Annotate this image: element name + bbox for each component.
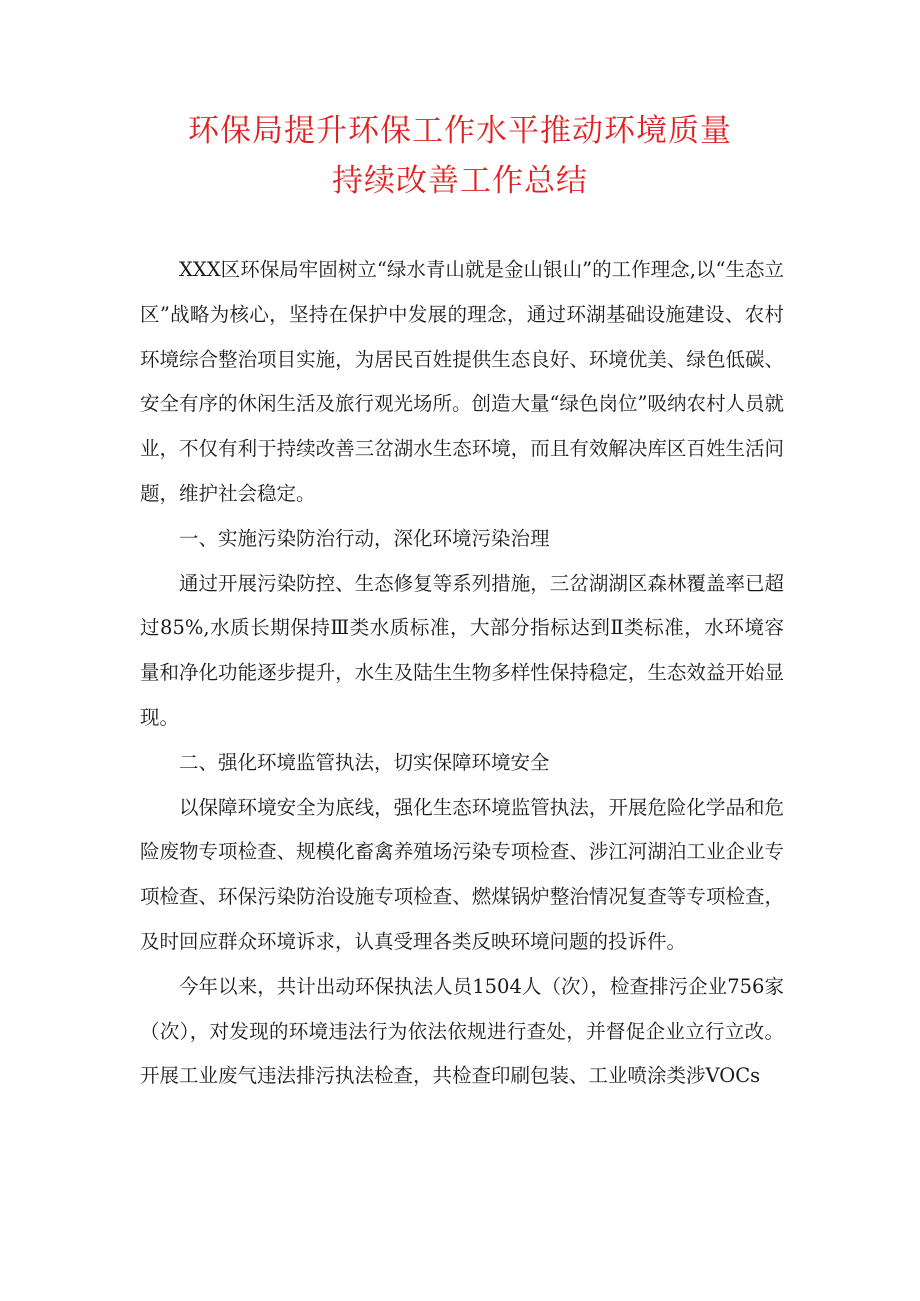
paragraph-enforcement-stats: 今年以来，共计出动环保执法人员1504人（次），检查排污企业756家（次），对发现的环境违法行为依法依规进行查处，并督促企业立行立改。开展工业废气违法排污执法检查，共检查印刷包装、工业喷涂类涉VOCs bbox=[140, 974, 784, 1088]
section-heading-1: 一、实施污染防治行动，深化环境污染治理 bbox=[179, 526, 550, 550]
paragraph-section-2: 以保障环境安全为底线，强化生态环境监管执法，开展危险化学品和危险废物专项检查、规模化畜禽养殖场污染专项检查、涉江河湖泊工业企业专项检查、环保污染防治设施专项检查、燃煤锅炉整治情况复查等专项检查，及时回应群众环境诉求，认真受理各类反映环境问题的投诉件。 bbox=[140, 795, 784, 953]
document-title-line-1: 环保局提升环保工作水平推动环境质量 bbox=[188, 113, 732, 149]
document-body bbox=[140, 248, 784, 1099]
paragraph-section-1: 通过开展污染防控、生态修复等系列措施，三岔湖湖区森林覆盖率已超过85%,水质长期保持Ⅲ类水质标准，大部分指标达到Ⅱ类标准，水环境容量和净化功能逐步提升，水生及陆生生物多样性保持稳定，生态效益开始显现。 bbox=[140, 571, 784, 729]
document-title-line-2: 持续改善工作总结 bbox=[332, 163, 588, 199]
paragraph-intro: XXX区环保局牢固树立“绿水青山就是金山银山”的工作理念,以“生态立区”战略为核心，坚持在保护中发展的理念，通过环湖基础设施建设、农村环境综合整治项目实施，为居民百姓提供生态良好、环境优美、绿色低碳、安全有序的休闲生活及旅行观光场所。创造大量“绿色岗位”吸纳农村人员就业，不仅有利于持续改善三岔湖水生态环境，而且有效解决库区百姓生活问题，维护社会稳定。 bbox=[140, 258, 784, 505]
section-heading-2: 二、强化环境监管执法，切实保障环境安全 bbox=[179, 750, 550, 774]
